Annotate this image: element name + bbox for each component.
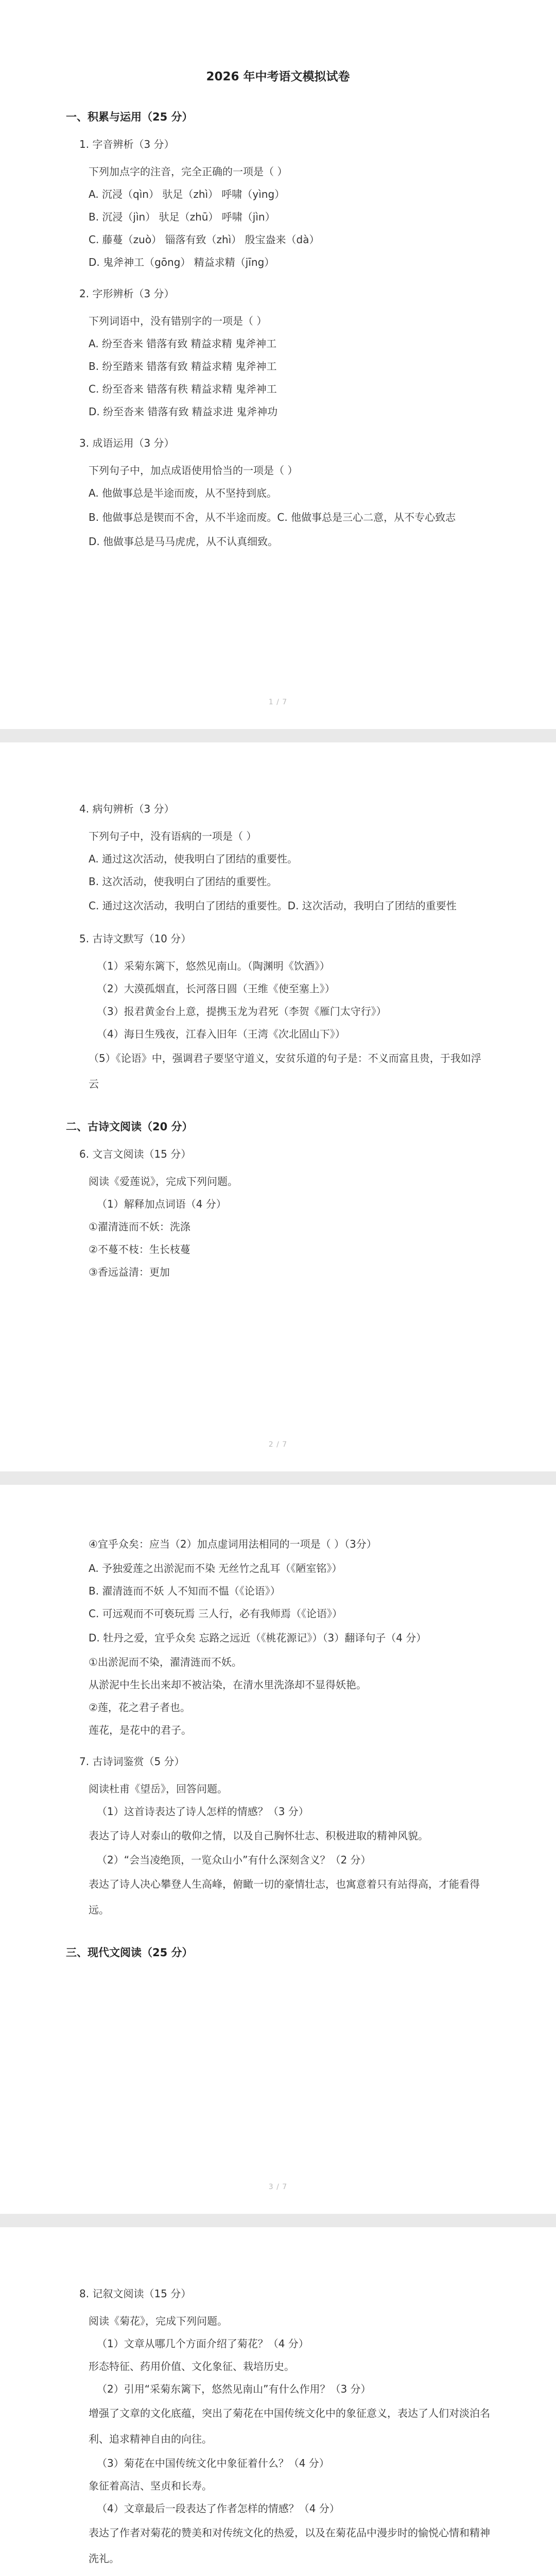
- section-heading: 三、现代文阅读（25 分）: [66, 1946, 193, 1959]
- text-line: 增强了文章的文化底蕴，突出了菊花在中国传统文化中的象征意义，表达了人们对淡泊名利、追求精神自由的向往。: [89, 2407, 490, 2445]
- question-title: 8. 记叙文阅读（15 分）: [79, 2287, 192, 2300]
- spacer: [66, 1923, 490, 1929]
- text-line: D. 纷至沓来 错落有致 精益求进 鬼斧神功: [89, 405, 278, 418]
- sub-question: （2）引用“采菊东篱下，悠然见南山”有什么作用？（3 分）: [97, 2383, 371, 2395]
- section-heading: 二、古诗文阅读（20 分）: [66, 1121, 193, 1133]
- text-line: C. 可远观而不可亵玩焉 三人行，必有我师焉（《论语》）: [89, 1607, 343, 1620]
- text-line: 表达了诗人决心攀登人生高峰，俯瞰一切的豪情壮志，也寓意着只有站得高，才能看得远。: [89, 1878, 480, 1916]
- question-title: 4. 病句辨析（3 分）: [79, 803, 175, 815]
- question-title: 6. 文言文阅读（15 分）: [79, 1148, 192, 1160]
- text-line: C. 纷至沓来 错落有秩 精益求精 鬼斧神工: [89, 383, 277, 395]
- sub-question: （1）这首诗表达了诗人怎样的情感？（3 分）: [97, 1805, 309, 1818]
- document-page: [0, 0, 556, 729]
- question-title: 5. 古诗文默写（10 分）: [79, 933, 192, 945]
- text-line: ②不蔓不枝：生长枝蔓: [89, 1243, 190, 1256]
- page-number: 1 / 7: [268, 698, 288, 706]
- question-title: 2. 字形辨析（3 分）: [79, 287, 175, 300]
- text-line: B. 沉浸（jìn） 驮足（zhū） 呼啸（jìn）: [89, 211, 275, 223]
- text-line: B. 他做事总是锲而不舍，从不半途而废。C. 他做事总是三心二意，从不专心致志: [89, 511, 456, 523]
- text-line: 下列加点字的注音，完全正确的一项是（ ）: [89, 165, 288, 178]
- sub-question: （1）文章从哪几个方面介绍了菊花？（4 分）: [97, 2337, 309, 2350]
- text-line: C. 通过这次活动，我明白了团结的重要性。D. 这次活动，我明白了团结的重要性: [89, 900, 457, 912]
- text-line: B. 濯清涟而不妖 人不知而不愠（《论语》）: [89, 1585, 281, 1597]
- text-line: ④宜乎众矣：应当（2）加点虚词用法相同的一项是（ ）（3分）: [89, 1538, 377, 1550]
- sub-question: （3）菊花在中国传统文化中象征着什么？（4 分）: [97, 2457, 329, 2469]
- text-line: ①出淤泥而不染，濯清涟而不妖。: [89, 1656, 242, 1668]
- sub-question: （3）报君黄金台上意，提携玉龙为君死（李贺《雁门太守行》）: [97, 1005, 387, 1018]
- sub-question: （2）“会当凌绝顶，一览众山小”有什么深刻含义？（2 分）: [97, 1854, 371, 1866]
- text-line: A. 通过这次活动，使我明白了团结的重要性。: [89, 853, 298, 865]
- page-number: 3 / 7: [268, 2183, 288, 2191]
- question-title: 1. 字音辨析（3 分）: [79, 138, 175, 150]
- text-line: ②莲，花之君子者也。: [89, 1701, 190, 1714]
- text-line: A. 予独爱莲之出淤泥而不染 无丝竹之乱耳（《陋室铭》）: [89, 1562, 342, 1574]
- text-line: 莲花，是花中的君子。: [89, 1724, 192, 1736]
- sub-question: （2）大漠孤烟直，长河落日圆（王维《使至塞上》）: [97, 982, 335, 995]
- text-line: B. 这次活动，使我明白了团结的重要性。: [89, 875, 277, 888]
- text-line: 表达了作者对菊花的赞美和对传统文化的热爱，以及在菊花品中漫步时的愉悦心情和精神洗礼。: [89, 2527, 490, 2565]
- text-line: D. 他做事总是马马虎虎，从不认真细致。: [89, 535, 279, 548]
- document-page: [0, 2227, 556, 2576]
- text-line: 阅读《菊花》，完成下列问题。: [89, 2315, 228, 2327]
- text-line: C. 藤蔓（zuò） 锱落有致（zhì） 殷宝盎来（dà）: [89, 233, 320, 246]
- text-line: B. 纷至踏来 错落有致 精益求精 鬼斧神工: [89, 360, 277, 372]
- page-number: 2 / 7: [268, 1440, 288, 1449]
- text-line: 下列句子中，加点成语使用恰当的一项是（ ）: [89, 464, 298, 477]
- sub-question: （4）文章最后一段表达了作者怎样的情感？（4 分）: [97, 2502, 340, 2515]
- text-line: D. 鬼斧神工（gōng） 精益求精（jīng）: [89, 256, 275, 268]
- text-line: 形态特征、药用价值、文化象征、栽培历史。: [89, 2360, 294, 2372]
- text-line: A. 他做事总是半途而废，从不坚持到底。: [89, 487, 277, 499]
- text-line: D. 牡丹之爱，宜乎众矣 忘路之远近（《桃花源记》）（3）翻译句子（4 分）: [89, 1632, 427, 1644]
- text-line: （5）《论语》中，强调君子要坚守道义，安贫乐道的句子是：不义而富且贵，于我如浮云: [89, 1052, 481, 1090]
- document-title: 2026 年中考语文模拟试卷: [206, 70, 350, 83]
- text-line: 阅读《爱莲说》，完成下列问题。: [89, 1175, 238, 1188]
- sub-question: （1）解释加点词语（4 分）: [97, 1198, 227, 1210]
- text-line: 象征着高洁、坚贞和长寿。: [89, 2480, 212, 2492]
- document-page: [0, 1485, 556, 2214]
- text-line: 阅读杜甫《望岳》，回答问题。: [89, 1783, 228, 1795]
- question-title: 3. 成语运用（3 分）: [79, 437, 175, 449]
- text-line: 下列词语中，没有错别字的一项是（ ）: [89, 315, 267, 327]
- text-line: ①濯清涟而不妖：洗涤: [89, 1221, 190, 1233]
- document-page: [0, 742, 556, 1471]
- text-line: 从淤泥中生长出来却不被沾染，在清水里洗涤却不显得妖艳。: [89, 1679, 367, 1691]
- sub-question: （4）海日生残夜，江春入旧年（王湾《次北固山下》）: [97, 1028, 345, 1040]
- text-line: 表达了诗人对泰山的敬仰之情，以及自己胸怀壮志、积极进取的精神风貌。: [89, 1829, 428, 1842]
- section-heading: 一、积累与运用（25 分）: [66, 111, 193, 123]
- question-title: 7. 古诗词鉴赏（5 分）: [79, 1755, 185, 1768]
- spacer: [66, 1097, 490, 1103]
- text-line: A. 沉浸（qìn） 驮足（zhì） 呼啸（yìng）: [89, 188, 285, 200]
- text-line: 下列句子中，没有语病的一项是（ ）: [89, 830, 257, 842]
- text-line: A. 纷至沓来 错落有致 精益求精 鬼斧神工: [89, 337, 277, 350]
- sub-question: （1）采菊东篱下，悠然见南山。（陶渊明《饮酒》）: [97, 960, 330, 972]
- text-line: ③香远益清：更加: [89, 1266, 170, 1278]
